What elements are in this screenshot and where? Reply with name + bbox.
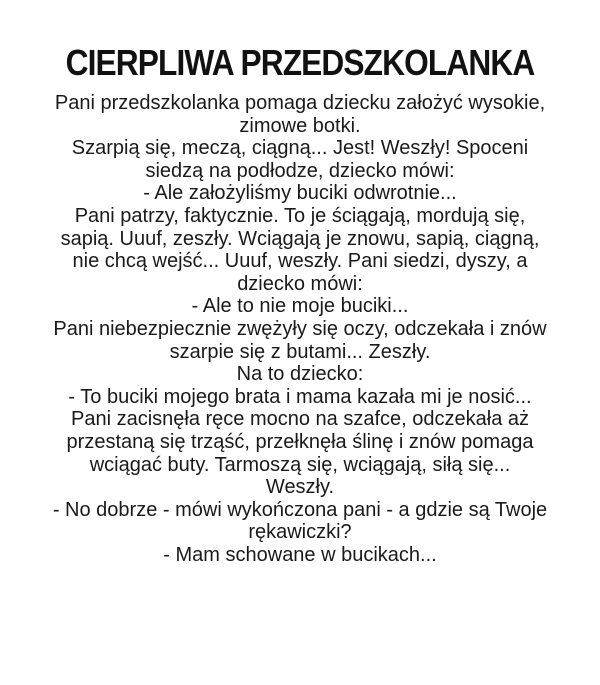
story-line: szarpie się z butami... Zeszły. xyxy=(169,340,431,363)
story-line: - To buciki mojego brata i mama kazała mi je nosić... xyxy=(68,385,532,408)
story-line: Szarpią się, meczą, ciągną... Jest! Weszły! Spoceni xyxy=(71,137,529,160)
story-line: przestaną się trząść, przełknęła ślinę i znów pomaga xyxy=(66,430,534,453)
story-line: nie chcą wejść... Uuuf, weszły. Pani siedzi, dyszy, a xyxy=(72,250,528,273)
story-text xyxy=(30,92,570,566)
story-line: rękawiczki? xyxy=(248,521,352,544)
story-line: Pani zacisnęła ręce mocno na szafce, odczekała aż xyxy=(70,408,530,431)
story-line: sapią. Uuuf, zeszły. Wciągają je znowu, sapią, ciągną, xyxy=(60,227,540,250)
story-line: Na to dziecko: xyxy=(236,363,364,386)
story-line: Weszły. xyxy=(265,476,335,499)
story-line: - Mam schowane w bucikach... xyxy=(163,543,437,566)
story-line: - Ale założyliśmy buciki odwrotnie... xyxy=(143,182,457,205)
story-line: Pani patrzy, faktycznie. To je ściągają, mordują się, xyxy=(74,204,526,227)
story-line: - Ale to nie moje buciki... xyxy=(191,295,409,318)
story-line: wciągać buty. Tarmoszą się, wciągają, siłą się... xyxy=(89,453,511,476)
story-line: Pani przedszkolanka pomaga dziecku założyć wysokie, xyxy=(54,92,546,114)
story-line: zimowe botki. xyxy=(239,114,361,137)
story-line: dziecko mówi: xyxy=(237,272,363,295)
story-line: siedzą na podłodze, dziecko mówi: xyxy=(145,159,455,182)
page-title: CIERPLIWA PRZEDSZKOLANKA xyxy=(65,42,535,83)
story-line: - No dobrze - mówi wykończona pani - a gdzie są Twoje xyxy=(52,498,548,521)
story-line: Pani niebezpiecznie zwężyły się oczy, odczekała i znów xyxy=(53,317,547,340)
